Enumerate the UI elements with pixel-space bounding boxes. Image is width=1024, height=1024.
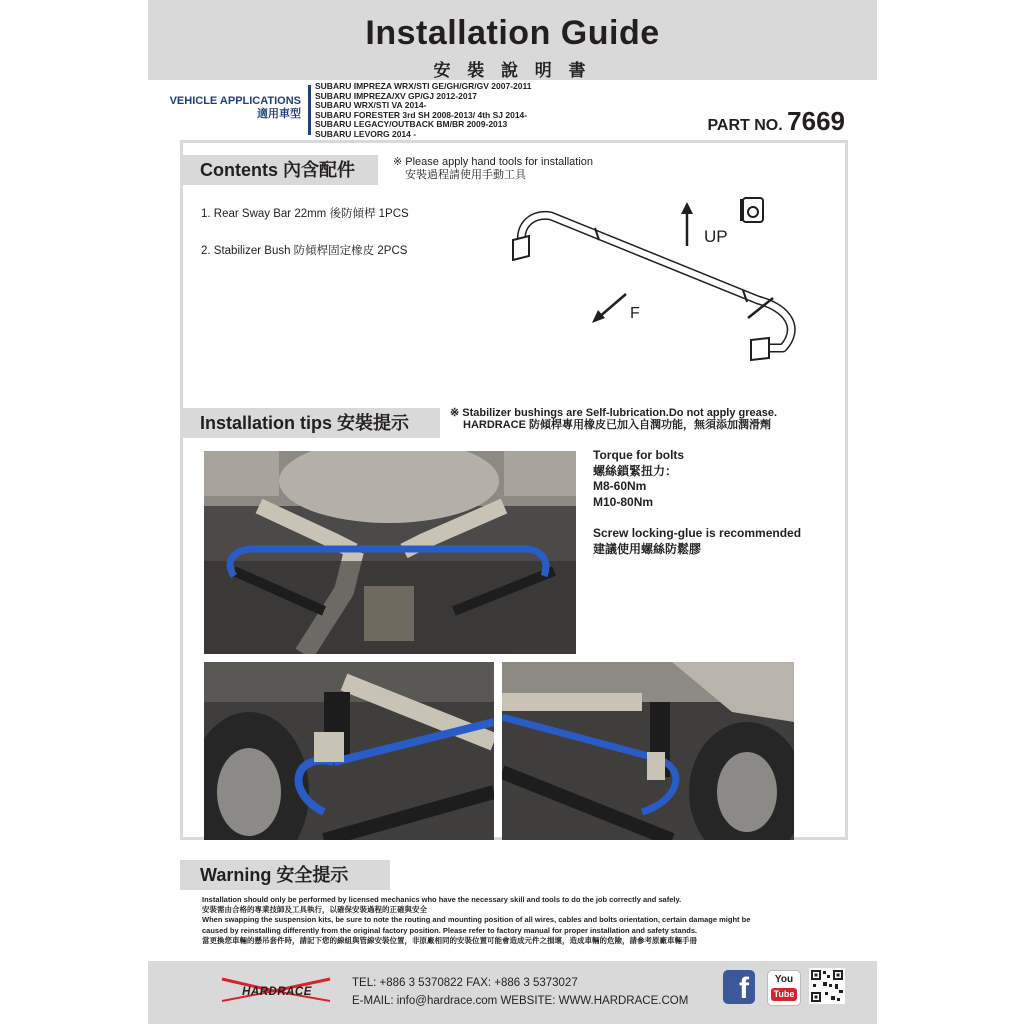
end-link-right bbox=[751, 338, 769, 360]
vehicle-model: SUBARU FORESTER 3rd SH 2008-2013/ 4th SJ 2014- bbox=[315, 109, 528, 120]
locking-glue-cn: 建議使用螺絲防鬆膠 bbox=[593, 541, 702, 556]
warning-line: caused by reinstalling differently from the original factory position. Please refer to factory manual for proper installation and safety stands. bbox=[202, 925, 698, 935]
part-number bbox=[707, 106, 845, 137]
youtube-icon[interactable] bbox=[767, 970, 801, 1006]
torque-line: Torque for bolts bbox=[593, 448, 685, 462]
vehicle-model: SUBARU WRX/STI VA 2014- bbox=[315, 100, 427, 111]
contents-item-sway-bar: 1. Rear Sway Bar 22mm 後防傾桿 1PCS bbox=[201, 208, 409, 220]
warning-heading: Warning 安全提示 bbox=[180, 860, 390, 890]
youtube-label-bottom: Tube bbox=[771, 988, 797, 1001]
contents-note-cn: 安裝過程請使用手動工具 bbox=[405, 169, 526, 181]
locking-glue-en: Screw locking-glue is recommended bbox=[593, 526, 802, 540]
contents-item-bush: 2. Stabilizer Bush 防傾桿固定橡皮 2PCS bbox=[201, 245, 408, 257]
contents-heading: Contents 內含配件 bbox=[180, 155, 378, 185]
qr-code-icon[interactable] bbox=[809, 968, 845, 1004]
tips-note-cn: HARDRACE 防傾桿專用橡皮已加入自潤功能，無須添加潤滑劑 bbox=[463, 419, 771, 431]
sway-bar-diagram bbox=[503, 190, 813, 375]
page-title-chinese: 安 裝 說 明 書 bbox=[433, 61, 592, 80]
vehicle-applications-label-cn: 適用車型 bbox=[257, 108, 301, 120]
contact-email-website: E-MAIL: info@hardrace.com WEBSITE: WWW.HARDRACE.COM bbox=[352, 995, 689, 1007]
diagram-up-label: UP bbox=[704, 227, 728, 246]
hardrace-logo bbox=[218, 975, 336, 1005]
facebook-icon[interactable] bbox=[723, 970, 755, 1004]
installation-tips-heading: Installation tips 安裝提示 bbox=[180, 408, 440, 438]
diagram-f-label: F bbox=[630, 305, 640, 322]
vehicle-model: SUBARU LEVORG 2014 - bbox=[315, 128, 417, 139]
page-title: Installation Guide bbox=[365, 14, 660, 52]
warning-line: Installation should only be performed by licensed mechanics who have the necessary skill and tools to do the job correctly and safely. bbox=[202, 895, 682, 904]
vehicle-model: SUBARU IMPREZA/XV GP/GJ 2012-2017 bbox=[315, 90, 478, 101]
sway-bar-drawing bbox=[521, 215, 791, 348]
contact-phone-fax: TEL: +886 3 5370822 FAX: +886 3 5373027 bbox=[352, 977, 578, 989]
torque-line: M10-80Nm bbox=[593, 494, 654, 509]
vehicle-model-list bbox=[315, 82, 531, 140]
photo-underbody-overview bbox=[204, 451, 576, 654]
end-link-left bbox=[513, 236, 529, 260]
contents-note-en: ※ Please apply hand tools for installation bbox=[393, 156, 594, 168]
warning-line: 當更換您車輛的懸吊套件時，請記下您的線組與管線安裝位置，非原廠相同的安裝位置可能會造成元件之損壞，造成車輛的危險，請參考原廠車輛手冊 bbox=[202, 935, 697, 945]
torque-line: M8-60Nm bbox=[593, 479, 647, 493]
installation-guide-page bbox=[148, 0, 877, 1024]
contact-info bbox=[352, 976, 688, 1009]
vehicle-applications-label-en: VEHICLE APPLICATIONS bbox=[169, 95, 301, 107]
warning-text bbox=[202, 895, 862, 946]
part-number-label: PART NO. bbox=[707, 117, 783, 134]
vehicle-divider bbox=[308, 85, 311, 135]
forward-arrow-icon bbox=[588, 290, 628, 326]
torque-spec bbox=[593, 448, 801, 557]
tips-note-en: ※ Stabilizer bushings are Self-lubrication.Do not apply grease. bbox=[450, 407, 778, 419]
vehicle-applications-label bbox=[170, 95, 301, 121]
youtube-label-top: You bbox=[774, 974, 794, 985]
facebook-letter: f bbox=[739, 972, 749, 1005]
warning-line: 安裝需由合格的專業技師及工具執行，以確保安裝過程的正確與安全 bbox=[202, 905, 427, 915]
photo-right-side-detail bbox=[502, 662, 794, 840]
hardrace-logo-text: HARDRACE bbox=[242, 986, 312, 998]
torque-line: 螺絲鎖緊扭力： bbox=[593, 463, 678, 478]
warning-line: When swapping the suspension kits, be sure to note the routing and mounting position of all wires, cables and bolts orientation, certain damage might be bbox=[202, 915, 751, 925]
vehicle-model: SUBARU LEGACY/OUTBACK BM/BR 2009-2013 bbox=[315, 119, 508, 130]
vehicle-model: SUBARU IMPREZA WRX/STI GE/GH/GR/GV 2007-2011 bbox=[315, 81, 532, 91]
part-number-value: 7669 bbox=[787, 106, 845, 136]
photo-left-side-detail bbox=[204, 662, 494, 840]
